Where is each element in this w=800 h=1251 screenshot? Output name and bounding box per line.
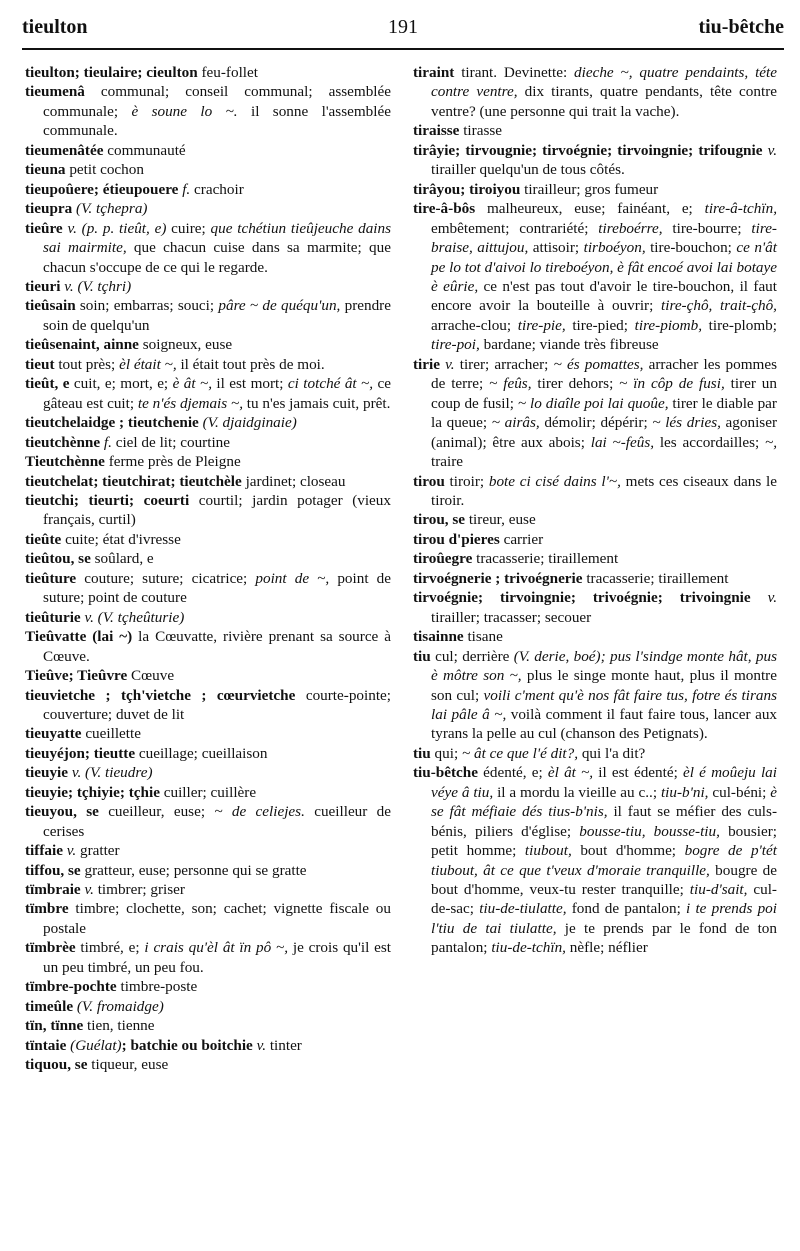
definition-text: point de suture; point de couture bbox=[43, 569, 391, 607]
dictionary-entry bbox=[413, 355, 777, 472]
definition-text: cueillage; cueillaison bbox=[135, 744, 268, 762]
headword: tiraisse bbox=[413, 122, 460, 140]
headword: tieupoûere; étieupouere bbox=[25, 180, 179, 198]
dictionary-entry bbox=[413, 588, 777, 627]
definition-text: cul-de-sac; bbox=[431, 881, 777, 918]
italic-text: v. bbox=[84, 881, 94, 899]
headword: tisainne bbox=[413, 628, 464, 646]
definition-text: il est édenté; bbox=[593, 764, 683, 782]
definition-text: je te prends par le fond de ton pantalon; bbox=[431, 919, 777, 957]
headword: tïmbraie bbox=[25, 881, 81, 899]
definition-text: tirant. Devinette: bbox=[454, 64, 575, 81]
definition-text: ce n'est pas tout d'avoir le tire-bouchon, il faut encore avoir la bouteille à ouvrir; bbox=[431, 277, 777, 315]
italic-text: ~ ât ce que l'é dit?, bbox=[461, 744, 579, 762]
headword: tieûsenaint, ainne bbox=[25, 336, 139, 354]
definition-text: bougre de bout d'homme, veux-tu rester tranquille; bbox=[431, 861, 777, 899]
dictionary-entry bbox=[413, 530, 777, 549]
italic-text: v. (V. tieudre) bbox=[71, 764, 153, 782]
dictionary-entry bbox=[413, 472, 777, 511]
headword: tirou d'pieres bbox=[413, 530, 500, 548]
headword: tieuvietche ; tçh'vietche ; cœurvietche bbox=[25, 686, 296, 704]
headword: tieut bbox=[25, 355, 55, 373]
definition-text: traire bbox=[431, 453, 464, 471]
italic-text: è soune lo ~. bbox=[131, 102, 238, 120]
italic-text: bousse-tiu, bousse-tiu, bbox=[579, 822, 720, 840]
italic-text: ~ ïn côp de fusi, bbox=[619, 375, 725, 393]
definition-text: tire-pied; bbox=[565, 316, 635, 334]
definition-text: bardane; viande très fibreuse bbox=[479, 336, 659, 354]
italic-text: i crais qu'èl ât ïn pô ~, bbox=[144, 939, 289, 957]
headword: tieûte bbox=[25, 530, 62, 548]
dictionary-entry bbox=[25, 413, 391, 432]
definition-text: cueilleur de cerises bbox=[43, 803, 391, 840]
headword: tieûture bbox=[25, 569, 77, 587]
dictionary-entry bbox=[25, 783, 391, 802]
definition-text: carrier bbox=[499, 530, 544, 548]
headword: tïn, tïnne bbox=[25, 1017, 84, 1035]
italic-text: tire-çhô, trait-çhô, bbox=[661, 297, 777, 315]
italic-text: pâre ~ de quéqu'un, bbox=[218, 297, 341, 315]
headword: tieûsain bbox=[25, 297, 76, 315]
dictionary-entry bbox=[25, 491, 391, 530]
definition-text: tu n'es jamais cuit, prêt. bbox=[243, 394, 391, 412]
dictionary-entry bbox=[413, 744, 777, 763]
italic-text: que tchétiun tieûjeuche dains sai mairmite, bbox=[43, 219, 392, 257]
italic-text: ~ és pomattes, bbox=[553, 355, 644, 373]
definition-text: tireur, euse bbox=[465, 511, 536, 529]
definition-text: cuire; bbox=[166, 219, 211, 237]
dictionary-entry bbox=[25, 433, 391, 452]
definition-text: tout près; bbox=[54, 355, 120, 373]
left-column bbox=[25, 63, 391, 1075]
headword: tieûre bbox=[25, 219, 63, 237]
dictionary-entry bbox=[25, 355, 391, 374]
dictionary-entry bbox=[25, 549, 391, 568]
dictionary-entry bbox=[25, 219, 391, 277]
dictionary-entry bbox=[25, 296, 391, 335]
dictionary-entry bbox=[25, 180, 391, 199]
definition-text: courtil; jardin potager (vieux français, curtil) bbox=[43, 491, 391, 529]
definition-text: arrache-clou; bbox=[431, 316, 518, 334]
headword: tieuna bbox=[25, 161, 66, 179]
definition-text: attisoir; bbox=[528, 239, 584, 257]
definition-text: cuit, e; mort, e; bbox=[69, 375, 173, 393]
definition-text: prendre soin de quelqu'un bbox=[43, 297, 391, 334]
headword: tiraint bbox=[413, 64, 455, 81]
definition-text: cueilleur, euse; bbox=[98, 803, 215, 821]
definition-text: feu-follet bbox=[197, 64, 258, 81]
definition-text: timbré, e; bbox=[75, 939, 145, 957]
italic-text: tiu-b'ni, bbox=[660, 783, 709, 801]
dictionary-entry bbox=[25, 63, 391, 82]
italic-text: tiu-de-tiulatte, bbox=[479, 900, 567, 918]
dictionary-entry bbox=[25, 686, 391, 725]
definition-text bbox=[751, 589, 768, 606]
headword: tirie bbox=[413, 355, 440, 373]
dictionary-entry bbox=[25, 744, 391, 763]
definition-text: tirasse bbox=[459, 122, 503, 140]
headword: ; batchie ou boitchie bbox=[121, 1036, 253, 1054]
headword: Tieûvatte (lai ~) bbox=[25, 628, 133, 646]
definition-text: nèfle; néflier bbox=[565, 939, 648, 957]
italic-text: v. bbox=[767, 141, 777, 159]
headword: tieutchelaidge ; tieutchenie bbox=[25, 414, 199, 432]
definition-text: timbrer; griser bbox=[93, 881, 185, 899]
definition-text: plus le singe monte haut, plus il montre son cul; bbox=[431, 667, 777, 704]
definition-text: ce gâteau est cuit; bbox=[43, 375, 391, 412]
definition-text: bout d'homme; bbox=[571, 842, 685, 860]
definition-text: soigneux, euse bbox=[138, 336, 233, 354]
italic-text: te n'és djemais ~, bbox=[137, 394, 243, 412]
definition-text: jardinet; closeau bbox=[241, 472, 346, 490]
italic-text: tiu-de-tchïn, bbox=[491, 939, 566, 957]
headword: tiu-bêtche bbox=[413, 764, 478, 782]
headword: tïmbre bbox=[25, 900, 69, 918]
dictionary-entry bbox=[25, 627, 391, 666]
dictionary-entry bbox=[413, 510, 777, 529]
page-header bbox=[22, 16, 784, 42]
italic-text: v. (V. tçhri) bbox=[64, 277, 132, 295]
definition-text: communal; conseil communal; assemblée communale; bbox=[43, 83, 391, 120]
headword: tieuyatte bbox=[25, 725, 82, 743]
headword: tirâyie; tirvougnie; tirvoégnie; tirvoingnie; trifougnie bbox=[413, 141, 763, 159]
headword: tirou, se bbox=[413, 511, 466, 529]
headword: tieûtou, se bbox=[25, 550, 91, 568]
dictionary-entry bbox=[25, 452, 391, 471]
definition-text: il a mordu la vieille au c..; bbox=[493, 783, 661, 801]
headword: tieuri bbox=[25, 277, 61, 295]
dictionary-entry bbox=[413, 569, 777, 588]
definition-text: cul; derrière bbox=[430, 647, 514, 665]
definition-text: tirer; arracher; bbox=[454, 355, 554, 373]
italic-text: f. bbox=[103, 433, 112, 451]
dictionary-entry bbox=[413, 549, 777, 568]
italic-text: èl ât ~, bbox=[547, 764, 594, 782]
definition-text: démolir; dépérir; bbox=[539, 414, 653, 432]
italic-text: tire-poi, bbox=[431, 336, 480, 354]
definition-text: il est mort; bbox=[212, 375, 288, 393]
definition-text: il était tout près de moi. bbox=[176, 355, 325, 373]
headword: tiroûegre bbox=[413, 550, 473, 568]
definition-text: malheureux, euse; fainéant, e; bbox=[475, 200, 705, 218]
italic-text: v. bbox=[767, 589, 778, 607]
definition-text: tracasserie; tiraillement bbox=[472, 550, 619, 568]
headword: Tieûve; Tieûvre bbox=[25, 667, 128, 685]
dictionary-entry bbox=[25, 82, 391, 140]
italic-text: ~ de celiejes. bbox=[214, 803, 305, 821]
definition-text: cuiller; cuillère bbox=[159, 783, 257, 801]
dictionary-entry bbox=[25, 666, 391, 685]
definition-text: crachoir bbox=[190, 180, 244, 198]
italic-text: point de ~, bbox=[255, 569, 330, 587]
dictionary-entry bbox=[413, 199, 777, 355]
dictionary-entry bbox=[413, 141, 777, 180]
definition-text: tirer un coup de fusil; bbox=[431, 375, 777, 412]
headword: tieuyou, se bbox=[25, 803, 99, 821]
italic-text: v. (p. p. tieût, e) bbox=[67, 219, 167, 237]
definition-text: cul-béni; bbox=[708, 783, 771, 801]
definition-text: édenté, e; bbox=[477, 764, 548, 782]
dictionary-entry bbox=[25, 938, 391, 977]
italic-text: tiubout, bbox=[524, 842, 572, 860]
dictionary-entry bbox=[413, 180, 777, 199]
definition-text: communauté bbox=[103, 141, 186, 159]
headword: tieutchènne bbox=[25, 433, 101, 451]
headword: tieutchi; tieurti; coeurti bbox=[25, 491, 190, 509]
page-number: 191 bbox=[388, 16, 418, 38]
definition-text: tiqueur, euse bbox=[87, 1056, 169, 1074]
italic-text: (Guélat) bbox=[70, 1036, 122, 1054]
italic-text: ci totché ât ~, bbox=[287, 375, 374, 393]
headword: tieupra bbox=[25, 200, 73, 218]
definition-text: gratteur, euse; personne qui se gratte bbox=[80, 861, 307, 879]
dictionary-entry bbox=[413, 63, 777, 121]
italic-text: ~ airâs, bbox=[491, 414, 540, 432]
definition-text: courte-pointe; couverture; duvet de lit bbox=[43, 686, 392, 723]
dictionary-entry bbox=[25, 802, 391, 841]
dictionary-entry bbox=[25, 880, 391, 899]
italic-text: v. bbox=[66, 842, 77, 860]
italic-text: bote ci cisé dains l'~, bbox=[488, 472, 621, 490]
italic-text: v. (V. tçheûturie) bbox=[84, 608, 185, 626]
italic-text: v. bbox=[256, 1036, 267, 1054]
headword: tire-â-bôs bbox=[413, 200, 476, 218]
definition-text: je crois qu'il est un peu timbré, un peu fou. bbox=[43, 939, 391, 976]
definition-text: voilà comment il faut faire tous, lancer aux tyrans la pelle au cul (chanson des Petignats). bbox=[431, 705, 778, 743]
definition-text: tiroir; bbox=[444, 472, 489, 490]
definition-text: que chacun cuise dans sa marmite; que chacun s'occupe de ce qui le regarde. bbox=[43, 239, 391, 276]
headword: tiu bbox=[413, 744, 431, 762]
italic-text: f. bbox=[182, 180, 191, 198]
definition-text: dix tirants, quatre pendants, tête contre ventre? (une personne qui trait la vache). bbox=[431, 83, 777, 120]
dictionary-entry bbox=[25, 530, 391, 549]
definition-text: il faut se méfier des culs-bénis, piliers d'église; bbox=[431, 803, 777, 840]
italic-text: bogre de p'tét tiubout, ât ce que t'veux d'moraie tranquille, bbox=[431, 842, 777, 879]
definition-text: tracasserie; tiraillement bbox=[582, 569, 729, 587]
italic-text: tire-â-tchïn, bbox=[704, 200, 777, 218]
italic-text: è se fât méfiaie dés tius-b'nis, bbox=[431, 783, 777, 821]
definition-text: Cœuve bbox=[127, 667, 175, 685]
dictionary-entry bbox=[25, 724, 391, 743]
header-rule bbox=[22, 48, 784, 50]
italic-text: ~ feûs, bbox=[489, 375, 532, 393]
headword: tirâyou; tiroiyou bbox=[413, 180, 521, 198]
definition-text: les accordailles; bbox=[654, 433, 765, 451]
dictionary-entry bbox=[25, 199, 391, 218]
headword: tieuyie; tçhiyie; tçhie bbox=[25, 783, 160, 801]
headword: timeûle bbox=[25, 997, 74, 1015]
italic-text: (V. derie, boé); pus l'sindge monte hât, pus è môtre son ~, bbox=[431, 647, 777, 685]
definition-text: qui l'a dit? bbox=[578, 744, 646, 762]
dictionary-entry bbox=[25, 608, 391, 627]
definition-text: la Cœuvatte, rivière prenant sa source à Cœuve. bbox=[43, 628, 391, 665]
definition-text: cueillette bbox=[81, 725, 141, 743]
italic-text: è ât ~, bbox=[172, 375, 212, 393]
definition-text: fond de pantalon; bbox=[566, 900, 687, 918]
definition-text: petit cochon bbox=[65, 161, 144, 179]
definition-text: gratter bbox=[76, 842, 120, 860]
definition-text: couture; suture; cicatrice; bbox=[76, 569, 256, 587]
definition-text: qui; bbox=[430, 744, 462, 762]
italic-text: èl é moûeju lai véye â tiu, bbox=[431, 764, 777, 801]
italic-text: v. bbox=[445, 355, 455, 373]
definition-text: tinter bbox=[266, 1036, 302, 1054]
dictionary-entry bbox=[25, 335, 391, 354]
italic-text: (V. fromaidge) bbox=[76, 997, 164, 1015]
headword: tïmbre-pochte bbox=[25, 978, 117, 996]
headword: tïntaie bbox=[25, 1036, 67, 1054]
definition-text: tirer le diable par la queue; bbox=[431, 394, 777, 432]
headword: tieutchelat; tieutchirat; tieutchèle bbox=[25, 472, 242, 490]
dictionary-entry bbox=[25, 141, 391, 160]
headword: tirvoégnie; tirvoingnie; trivoégnie; trivoingnie bbox=[413, 589, 751, 607]
italic-text: i te prends poi l'tiu de tai tiulatte, bbox=[431, 900, 777, 937]
italic-text: tireboérre, bbox=[598, 219, 663, 237]
headword: tïmbrèe bbox=[25, 939, 76, 957]
definition-text: tire-bouchon; bbox=[645, 239, 737, 257]
definition-text: timbre; clochette, son; cachet; vignette fiscale ou postale bbox=[43, 900, 391, 937]
dictionary-entry bbox=[413, 763, 777, 958]
dictionary-entry bbox=[25, 861, 391, 880]
dictionary-entry bbox=[25, 899, 391, 938]
dictionary-entry bbox=[413, 627, 777, 646]
italic-text: tirboéyon, bbox=[583, 239, 646, 257]
italic-text: ce n'ât pe lo tot d'aivoi lo tireboéyon, è fât encoé avoi lai botaye è eûrie, bbox=[431, 239, 777, 295]
headword: tieût, e bbox=[25, 375, 70, 393]
dictionary-entry bbox=[25, 1016, 391, 1035]
headword: tieuyéjon; tieutte bbox=[25, 744, 136, 762]
dictionary-entry bbox=[25, 1055, 391, 1074]
dictionary-entry bbox=[25, 160, 391, 179]
italic-text: (V. djaidginaie) bbox=[202, 414, 297, 432]
definition-text: soin; embarras; souci; bbox=[75, 297, 219, 315]
italic-text: tire-piomb, bbox=[634, 316, 702, 334]
right-column bbox=[413, 63, 777, 958]
definition-text: tire-plomb; bbox=[702, 316, 777, 334]
headword: tiu bbox=[413, 647, 431, 665]
headword: tieuyie bbox=[25, 764, 69, 782]
italic-text: tiu-d'sait, bbox=[689, 881, 748, 899]
italic-text: tire-pie, bbox=[517, 316, 566, 334]
definition-text: ferme près de Pleigne bbox=[104, 453, 241, 471]
dictionary-entry bbox=[25, 1036, 391, 1055]
definition-text: ciel de lit; courtine bbox=[111, 433, 231, 451]
headword: tieumenâ bbox=[25, 83, 85, 101]
definition-text: mets ces ciseaux dans le tiroir. bbox=[431, 472, 777, 509]
definition-text: tisane bbox=[463, 628, 503, 646]
italic-text: tire-braise, aittujou, bbox=[431, 219, 777, 257]
italic-text: lai ~-feûs, bbox=[590, 433, 655, 451]
dictionary-entry bbox=[25, 841, 391, 860]
dictionary-entry bbox=[25, 569, 391, 608]
dictionary-entry bbox=[25, 374, 391, 413]
headword: tieulton; tieulaire; cieulton bbox=[25, 64, 198, 81]
definition-text: soûlard, e bbox=[90, 550, 154, 568]
definition-text: embêtement; contrariété; bbox=[431, 219, 599, 237]
headword: tiffaie bbox=[25, 842, 63, 860]
left-guide-word: tieulton bbox=[22, 16, 88, 38]
headword: tieûturie bbox=[25, 608, 81, 626]
definition-text: cuite; état d'ivresse bbox=[61, 530, 181, 548]
definition-text: tien, tienne bbox=[83, 1017, 155, 1035]
definition-text: tirailleur; gros fumeur bbox=[520, 180, 659, 198]
headword: tirvoégnerie ; trivoégnerie bbox=[413, 569, 583, 587]
dictionary-entry bbox=[413, 647, 777, 744]
dictionary-entry bbox=[25, 997, 391, 1016]
dictionary-entry bbox=[25, 277, 391, 296]
headword: Tieutchènne bbox=[25, 453, 105, 471]
headword: tiffou, se bbox=[25, 861, 81, 879]
dictionary-entry bbox=[25, 977, 391, 996]
right-guide-word: tiu-bêtche bbox=[698, 16, 784, 38]
definition-text: il sonne l'assemblée communale. bbox=[43, 102, 391, 140]
dictionary-entry bbox=[25, 763, 391, 782]
italic-text: ~, bbox=[764, 433, 777, 451]
definition-text: timbre-poste bbox=[116, 978, 198, 996]
italic-text: dieche ~, quatre pendaints, téte contre ventre, bbox=[431, 64, 778, 101]
italic-text: èl était ~, bbox=[119, 355, 177, 373]
headword: tieumenâtée bbox=[25, 141, 104, 159]
italic-text: voili c'ment qu'è nos fât faire tus, fotre és tirans lai pâle â ~, bbox=[431, 686, 777, 723]
dictionary-entry bbox=[25, 472, 391, 491]
definition-text: tirer dehors; bbox=[531, 375, 620, 393]
definition-text: agoniser (animal); être aux abois; bbox=[431, 414, 778, 451]
definition-text: bousier; petit homme; bbox=[431, 822, 777, 860]
definition-text: arracher les pommes de terre; bbox=[431, 355, 777, 393]
definition-text: tirailler; tracasser; secouer bbox=[431, 608, 592, 626]
headword: tiquou, se bbox=[25, 1056, 88, 1074]
italic-text: (V. tçhepra) bbox=[76, 200, 148, 218]
italic-text: ~ lés dries, bbox=[652, 414, 721, 432]
dictionary-entry bbox=[413, 121, 777, 140]
definition-text: tire-bourre; bbox=[662, 219, 752, 237]
headword: tirou bbox=[413, 472, 445, 490]
definition-text: tirailler quelqu'un de tous côtés. bbox=[431, 161, 625, 179]
italic-text: ~ lo diaîle poi lai quoûe, bbox=[517, 394, 669, 412]
